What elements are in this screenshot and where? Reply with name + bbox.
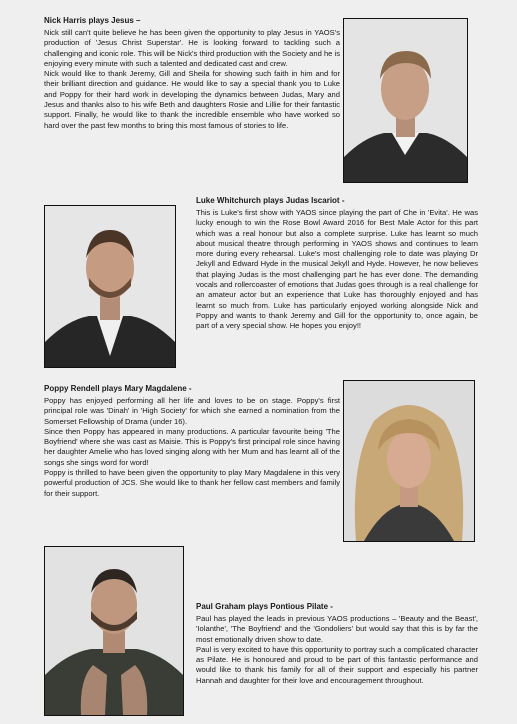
cast-bio-paragraph: Since then Poppy has appeared in many productions. A particular favourite being 'The Boyfriend' where she was cast as Maisie. This is Poppy's first principal role since having her daughter Amelie who has loved singing along with her Mum and has learnt all of the songs she sings word for word!	[44, 426, 340, 467]
cast-bio-paragraph: This is Luke's first show with YAOS since playing the part of Che in 'Evita'. He was lucky enough to win the Rose Bowl Award 2016 for Best Male Actor for this part which was a real honour but also a complete surprise. Luke has learnt so much about musical theatre through performing in YAOS shows and continues to learn more during every rehearsal. Luke's most challenging role to date was playing Dr Jekyll and Edward Hyde in the musical Jekyll and Hyde. However, he now believes that playing Judas is the most challenging part he has ever done. The demanding vocals and rollercoaster of emotions that Judas goes through is a real challenge for an amateur actor but an experience that Luke has thoroughly enjoyed and has learnt so much from. Luke has particularly enjoyed working alongside Nick and Poppy and wants to thank Jeremy and Gill for the opportunity to, once again, be part of a very special show. He hopes you enjoy!!	[196, 208, 478, 331]
cast-bio-paragraph: Nick would like to thank Jeremy, Gill and Sheila for showing such faith in him and for their brilliant direction and guidance. He would like to say a special thank you to Luke and Poppy for their hard work in developing the dynamics between Judas, Mary and Jesus and thanks also to his wife Beth and daughters Rosie and Lillie for their fantastic support. Finally, he would like to thank the incredible ensemble who have worked so hard over the past few months to bring this most famous of stories to life.	[44, 69, 340, 130]
cast-bio-poppy-rendell	[44, 384, 340, 499]
cast-bio-paragraph: Nick still can't quite believe he has been given the opportunity to play Jesus in YAOS's production of 'Jesus Christ Superstar'. He is looking forward to tackling such a challenging and iconic role. This will be Nick's third production with the Society and he is enjoying every minute with such a talented and dedicated cast and crew.	[44, 28, 340, 68]
cast-heading: Poppy Rendell plays Mary Magdalene -	[44, 384, 192, 393]
cast-bio-nick-harris	[44, 16, 340, 131]
cast-heading: Paul Graham plays Pontious Pilate -	[196, 602, 333, 611]
cast-photo-poppy-rendell	[343, 380, 475, 542]
cast-bio-luke-whitchurch	[196, 196, 478, 332]
cast-bio-paragraph: Poppy is thrilled to have been given the opportunity to play Mary Magdalene in this very powerful production of JCS. She would like to thank her fellow cast members and family for their support.	[44, 468, 340, 498]
cast-photo-paul-graham	[44, 546, 184, 716]
cast-heading: Luke Whitchurch plays Judas Iscariot -	[196, 196, 345, 205]
cast-bio-paul-graham	[196, 602, 478, 686]
cast-bio-paragraph: Paul is very excited to have this opportunity to portray such a complicated character as Pilate. He is honoured and proud to be part of this fantastic performance and would like to thank his family for all of their support and especially his partner Hannah and daughter for their love and encouragement throughout.	[196, 644, 478, 685]
cast-photo-luke-whitchurch	[44, 205, 176, 368]
cast-bio-paragraph: Poppy has enjoyed performing all her life and loves to be on stage. Poppy's first principal role was 'Dinah' in 'High Society' for which she earned a nomination from the Somerset Fellowship of Drama (under 16).	[44, 396, 340, 426]
cast-heading: Nick Harris plays Jesus –	[44, 16, 141, 25]
cast-photo-nick-harris	[343, 18, 468, 183]
cast-bio-paragraph: Paul has played the leads in previous YAOS productions – 'Beauty and the Beast', 'Iolanthe', 'The Boyfriend' and the 'Gondoliers' but would say that this is by far the most emotionally driven show to date.	[196, 614, 478, 644]
